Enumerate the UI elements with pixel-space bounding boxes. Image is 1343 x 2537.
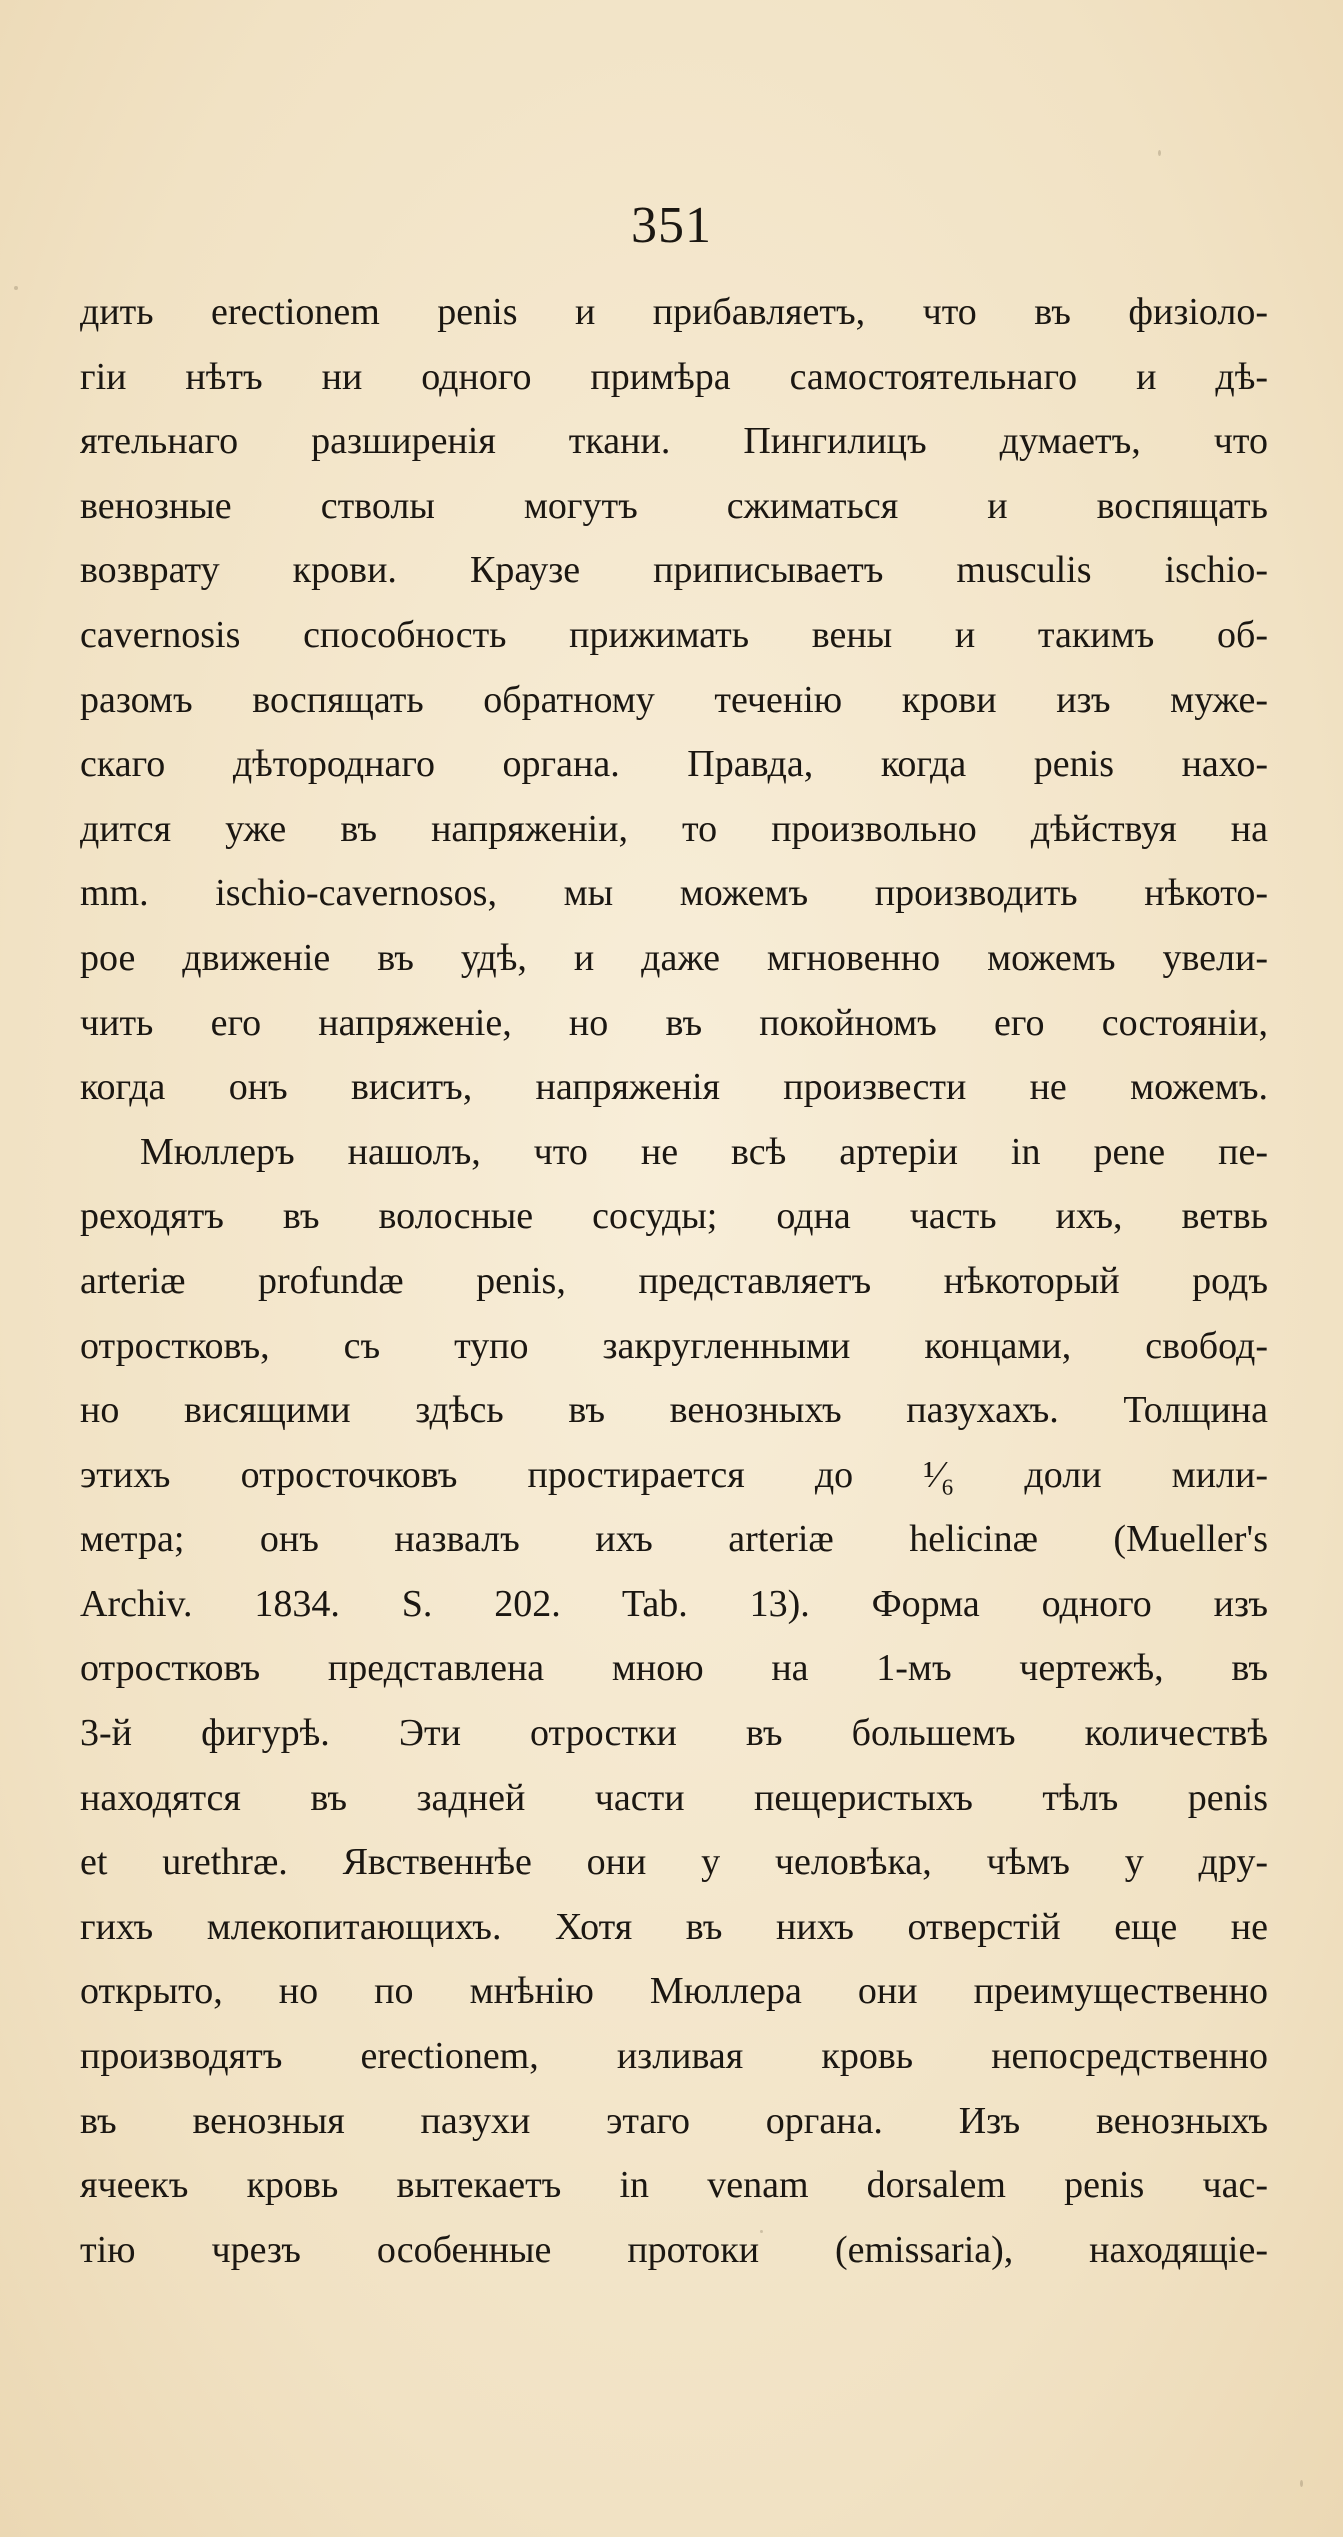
text-line: открыто, но по мнѣнiю Мюллера они преимущественно: [80, 1970, 1268, 2013]
text-line: arteriæ profundæ penis, представляетъ нѣкоторый родъ: [80, 1259, 1268, 1302]
text-line: et urethræ. Явственнѣе они у человѣка, чѣмъ у дру-: [80, 1841, 1268, 1884]
paper-speck: [760, 2230, 763, 2233]
paper-speck: [1158, 150, 1161, 156]
text-line: производятъ erectionem, изливая кровь непосредственно: [80, 2035, 1268, 2078]
text-line: дить erectionem penis и прибавляетъ, что въ физiоло-: [80, 291, 1268, 333]
paper-speck: [14, 286, 18, 290]
text-line: cavernosis способность прижимать вены и такимъ об-: [80, 613, 1268, 656]
text-line: отростковъ представлена мною на 1-мъ чертежѣ, въ: [80, 1647, 1268, 1690]
text-line: но висящими здѣсь въ венозныхъ пазухахъ. Толщина: [80, 1389, 1268, 1432]
body-text: [80, 280, 1268, 2282]
text-line: разомъ воспящать обратному теченiю крови изъ муже-: [80, 678, 1268, 721]
text-line: скаго дѣтороднаго органа. Правда, когда penis нахо-: [80, 743, 1268, 786]
text-line: въ венозныя пазухи этаго органа. Изъ венозныхъ: [80, 2099, 1268, 2142]
text-line: 3-й фигурѣ. Эти отростки въ большемъ количествѣ: [80, 1712, 1268, 1755]
text-line: тiю чрезъ особенные протоки (emissaria), находящiе-: [80, 2228, 1268, 2271]
paper-speck: [1300, 2480, 1303, 2487]
text-line: отростковъ, съ тупо закругленными концами, свобод-: [80, 1324, 1268, 1367]
text-line: рое движенiе въ удѣ, и даже мгновенно можемъ увели-: [80, 936, 1268, 979]
page-number: 351: [631, 197, 712, 254]
text-line: Archiv. 1834. S. 202. Tab. 13). Форма одного изъ: [80, 1582, 1268, 1625]
text-line: находятся въ задней части пещеристыхъ тѣлъ penis: [80, 1776, 1268, 1819]
text-line: Мюллеръ нашолъ, что не всѣ артерiи in pene пе-: [140, 1130, 1268, 1173]
text-line: когда онъ виситъ, напряженiя произвести не можемъ.: [80, 1066, 1268, 1109]
text-line: венозные стволы могутъ сжиматься и воспящать: [80, 484, 1268, 527]
text-line: метра; онъ назвалъ ихъ arteriæ helicinæ (Mueller's: [80, 1518, 1268, 1561]
text-line: гихъ млекопитающихъ. Хотя въ нихъ отверстiй еще не: [80, 1905, 1268, 1948]
text-line: реходятъ въ волосные сосуды; одна часть ихъ, ветвь: [80, 1195, 1268, 1238]
text-line: ятельнаго разширенiя ткани. Пингилицъ думаетъ, что: [80, 420, 1268, 463]
text-line: этихъ отросточковъ простирается до ¹⁄₆ доли мили-: [80, 1453, 1268, 1496]
text-line: чить его напряженiе, но въ покойномъ его состоянiи,: [80, 1001, 1268, 1044]
text-line: возврату крови. Краузе приписываетъ musculis ischio-: [80, 549, 1268, 592]
text-line: mm. ischio-cavernosos, мы можемъ производить нѣкото-: [80, 872, 1268, 915]
text-line: дится уже въ напряженiи, то произвольно дѣйствуя на: [80, 807, 1268, 850]
text-line: гiи нѣтъ ни одного примѣра самостоятельнаго и дѣ-: [80, 355, 1268, 398]
text-line: ячеекъ кровь вытекаетъ in venam dorsalem penis час-: [80, 2164, 1268, 2207]
